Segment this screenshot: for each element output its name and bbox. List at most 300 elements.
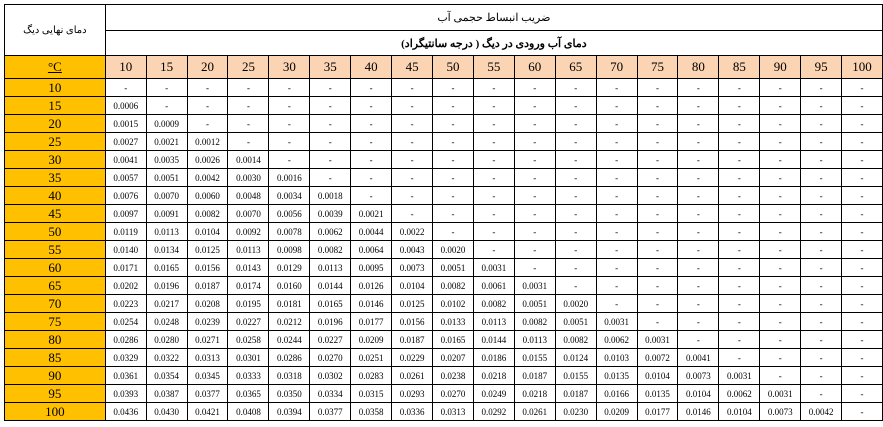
table-cell: - bbox=[678, 133, 719, 151]
table-cell: - bbox=[514, 133, 555, 151]
table-cell: 0.0165 bbox=[433, 331, 474, 349]
table-cell: 0.0165 bbox=[146, 259, 187, 277]
row-header-title: دمای نهایی دیگ bbox=[5, 5, 106, 56]
column-header-15: 15 bbox=[146, 56, 187, 79]
table-cell: - bbox=[269, 151, 310, 169]
table-cell: 0.0031 bbox=[514, 277, 555, 295]
table-cell: 0.0408 bbox=[228, 403, 269, 421]
table-cell: 0.0048 bbox=[228, 187, 269, 205]
table-cell: 0.0187 bbox=[187, 277, 228, 295]
table-cell: 0.0333 bbox=[228, 367, 269, 385]
table-cell: 0.0155 bbox=[555, 367, 596, 385]
table-cell: 0.0354 bbox=[146, 367, 187, 385]
table-cell: 0.0313 bbox=[187, 349, 228, 367]
table-cell: - bbox=[801, 385, 842, 403]
table-cell: - bbox=[351, 133, 392, 151]
table-cell: 0.0377 bbox=[310, 403, 351, 421]
table-cell: - bbox=[801, 187, 842, 205]
table-cell: - bbox=[842, 331, 883, 349]
unit-text: °C bbox=[47, 59, 62, 74]
table-cell: - bbox=[555, 277, 596, 295]
table-cell: - bbox=[433, 187, 474, 205]
unit-label bbox=[5, 56, 106, 79]
table-cell: - bbox=[105, 79, 146, 97]
column-header-35: 35 bbox=[310, 56, 351, 79]
table-cell: - bbox=[555, 151, 596, 169]
table-cell: - bbox=[473, 187, 514, 205]
table-cell: 0.0207 bbox=[433, 349, 474, 367]
table-cell: 0.0227 bbox=[310, 331, 351, 349]
table-cell: - bbox=[760, 241, 801, 259]
table-cell: - bbox=[514, 79, 555, 97]
row-header-90: 90 bbox=[5, 367, 106, 385]
table-row bbox=[5, 115, 883, 133]
table-cell: 0.0039 bbox=[310, 205, 351, 223]
table-cell: 0.0031 bbox=[473, 259, 514, 277]
table-cell: - bbox=[596, 115, 637, 133]
table-cell: 0.0015 bbox=[105, 115, 146, 133]
title-row bbox=[5, 5, 883, 31]
table-cell: 0.0070 bbox=[228, 205, 269, 223]
table-row bbox=[5, 133, 883, 151]
table-cell: - bbox=[433, 223, 474, 241]
table-cell: 0.0377 bbox=[187, 385, 228, 403]
table-row bbox=[5, 331, 883, 349]
table-cell: - bbox=[842, 97, 883, 115]
table-cell: 0.0212 bbox=[269, 313, 310, 331]
table-cell: - bbox=[842, 151, 883, 169]
table-cell: 0.0103 bbox=[596, 349, 637, 367]
table-cell: - bbox=[637, 223, 678, 241]
table-cell: - bbox=[842, 295, 883, 313]
table-cell: - bbox=[801, 367, 842, 385]
table-cell: - bbox=[678, 205, 719, 223]
table-cell: 0.0073 bbox=[678, 367, 719, 385]
table-cell: 0.0143 bbox=[228, 259, 269, 277]
table-cell: - bbox=[719, 169, 760, 187]
table-cell: - bbox=[842, 241, 883, 259]
table-cell: - bbox=[473, 133, 514, 151]
table-cell: - bbox=[351, 187, 392, 205]
table-cell: - bbox=[555, 259, 596, 277]
table-cell: 0.0064 bbox=[351, 241, 392, 259]
table-cell: 0.0334 bbox=[310, 385, 351, 403]
row-header-85: 85 bbox=[5, 349, 106, 367]
table-cell: 0.0270 bbox=[433, 385, 474, 403]
table-cell: - bbox=[719, 133, 760, 151]
table-cell: - bbox=[678, 187, 719, 205]
table-cell: - bbox=[637, 187, 678, 205]
table-cell: 0.0249 bbox=[473, 385, 514, 403]
table-cell: - bbox=[433, 169, 474, 187]
table-cell: - bbox=[473, 205, 514, 223]
table-cell: 0.0292 bbox=[473, 403, 514, 421]
table-cell: - bbox=[719, 349, 760, 367]
table-cell: 0.0261 bbox=[514, 403, 555, 421]
table-cell: 0.0098 bbox=[269, 241, 310, 259]
table-cell: 0.0009 bbox=[146, 115, 187, 133]
table-cell: - bbox=[842, 277, 883, 295]
table-cell: - bbox=[719, 97, 760, 115]
row-header-35: 35 bbox=[5, 169, 106, 187]
table-cell: 0.0026 bbox=[187, 151, 228, 169]
table-cell: 0.0104 bbox=[187, 223, 228, 241]
table-cell: 0.0119 bbox=[105, 223, 146, 241]
table-cell: 0.0209 bbox=[351, 331, 392, 349]
table-cell: - bbox=[760, 97, 801, 115]
table-cell: - bbox=[514, 115, 555, 133]
table-cell: - bbox=[433, 79, 474, 97]
table-cell: 0.0223 bbox=[105, 295, 146, 313]
table-cell: - bbox=[801, 205, 842, 223]
column-header-25: 25 bbox=[228, 56, 269, 79]
table-cell: - bbox=[555, 79, 596, 97]
table-cell: 0.0073 bbox=[760, 403, 801, 421]
column-header-85: 85 bbox=[719, 56, 760, 79]
row-header-100: 100 bbox=[5, 403, 106, 421]
table-cell: 0.0313 bbox=[433, 403, 474, 421]
table-cell: - bbox=[678, 169, 719, 187]
table-cell: - bbox=[228, 79, 269, 97]
table-cell: 0.0062 bbox=[596, 331, 637, 349]
table-cell: 0.0258 bbox=[228, 331, 269, 349]
table-cell: 0.0031 bbox=[719, 367, 760, 385]
table-row bbox=[5, 349, 883, 367]
table-cell: 0.0283 bbox=[351, 367, 392, 385]
table-cell: - bbox=[719, 259, 760, 277]
table-cell: - bbox=[187, 97, 228, 115]
row-header-80: 80 bbox=[5, 331, 106, 349]
table-cell: - bbox=[514, 241, 555, 259]
table-cell: - bbox=[719, 115, 760, 133]
table-row bbox=[5, 259, 883, 277]
table-cell: 0.0238 bbox=[433, 367, 474, 385]
table-cell: 0.0113 bbox=[473, 313, 514, 331]
row-header-75: 75 bbox=[5, 313, 106, 331]
table-cell: - bbox=[719, 295, 760, 313]
table-cell: 0.0144 bbox=[473, 331, 514, 349]
table-cell: - bbox=[760, 349, 801, 367]
table-cell: 0.0082 bbox=[514, 313, 555, 331]
table-cell: 0.0430 bbox=[146, 403, 187, 421]
table-cell: 0.0244 bbox=[269, 331, 310, 349]
table-cell: 0.0014 bbox=[228, 151, 269, 169]
table-cell: 0.0171 bbox=[105, 259, 146, 277]
table-cell: 0.0156 bbox=[187, 259, 228, 277]
table-cell: 0.0230 bbox=[555, 403, 596, 421]
table-row bbox=[5, 223, 883, 241]
table-cell: - bbox=[433, 133, 474, 151]
table-cell: - bbox=[801, 97, 842, 115]
table-cell: 0.0051 bbox=[433, 259, 474, 277]
table-cell: 0.0251 bbox=[351, 349, 392, 367]
table-cell: 0.0104 bbox=[392, 277, 433, 295]
table-cell: 0.0042 bbox=[801, 403, 842, 421]
table-cell: 0.0012 bbox=[187, 133, 228, 151]
table-cell: - bbox=[719, 79, 760, 97]
table-cell: 0.0021 bbox=[146, 133, 187, 151]
table-cell: - bbox=[514, 151, 555, 169]
table-cell: - bbox=[596, 133, 637, 151]
table-cell: - bbox=[760, 205, 801, 223]
table-cell: 0.0041 bbox=[678, 349, 719, 367]
table-cell: - bbox=[228, 115, 269, 133]
table-cell: 0.0061 bbox=[473, 277, 514, 295]
table-cell: 0.0113 bbox=[514, 331, 555, 349]
table-row bbox=[5, 187, 883, 205]
table-cell: 0.0202 bbox=[105, 277, 146, 295]
column-header-row bbox=[5, 56, 883, 79]
table-cell: 0.0181 bbox=[269, 295, 310, 313]
table-cell: - bbox=[760, 295, 801, 313]
table-cell: 0.0322 bbox=[146, 349, 187, 367]
table-cell: 0.0177 bbox=[637, 403, 678, 421]
table-cell: 0.0208 bbox=[187, 295, 228, 313]
column-header-40: 40 bbox=[351, 56, 392, 79]
row-header-15: 15 bbox=[5, 97, 106, 115]
table-cell: 0.0329 bbox=[105, 349, 146, 367]
table-cell: 0.0031 bbox=[760, 385, 801, 403]
table-cell: - bbox=[555, 133, 596, 151]
table-cell: - bbox=[719, 277, 760, 295]
table-cell: - bbox=[555, 241, 596, 259]
table-cell: 0.0302 bbox=[310, 367, 351, 385]
table-cell: 0.0104 bbox=[719, 403, 760, 421]
row-header-45: 45 bbox=[5, 205, 106, 223]
table-cell: - bbox=[596, 259, 637, 277]
table-cell: 0.0091 bbox=[146, 205, 187, 223]
table-cell: 0.0421 bbox=[187, 403, 228, 421]
table-cell: - bbox=[555, 169, 596, 187]
table-cell: - bbox=[269, 79, 310, 97]
table-cell: 0.0140 bbox=[105, 241, 146, 259]
table-cell: 0.0006 bbox=[105, 97, 146, 115]
table-cell: 0.0209 bbox=[596, 403, 637, 421]
table-cell: 0.0125 bbox=[392, 295, 433, 313]
table-cell: 0.0021 bbox=[351, 205, 392, 223]
table-cell: - bbox=[760, 313, 801, 331]
table-cell: 0.0358 bbox=[351, 403, 392, 421]
table-cell: 0.0270 bbox=[310, 349, 351, 367]
table-cell: - bbox=[514, 205, 555, 223]
table-cell: 0.0125 bbox=[187, 241, 228, 259]
table-cell: - bbox=[555, 187, 596, 205]
table-cell: - bbox=[514, 259, 555, 277]
table-cell: 0.0070 bbox=[146, 187, 187, 205]
table-cell: 0.0124 bbox=[555, 349, 596, 367]
table-cell: - bbox=[596, 79, 637, 97]
table-cell: - bbox=[228, 97, 269, 115]
table-cell: - bbox=[842, 403, 883, 421]
table-cell: 0.0030 bbox=[228, 169, 269, 187]
table-cell: 0.0082 bbox=[433, 277, 474, 295]
table-cell: 0.0187 bbox=[514, 367, 555, 385]
table-row bbox=[5, 295, 883, 313]
table-cell: 0.0104 bbox=[678, 385, 719, 403]
column-header-70: 70 bbox=[596, 56, 637, 79]
table-cell: 0.0102 bbox=[433, 295, 474, 313]
table-cell: - bbox=[801, 259, 842, 277]
table-cell: 0.0022 bbox=[392, 223, 433, 241]
table-cell: - bbox=[596, 151, 637, 169]
row-header-50: 50 bbox=[5, 223, 106, 241]
table-sub-title: دمای آب ورودی در دیگ ( درجه سانتیگراد) bbox=[105, 31, 882, 56]
table-cell: 0.0031 bbox=[637, 331, 678, 349]
table-cell: - bbox=[433, 97, 474, 115]
table-cell: - bbox=[596, 295, 637, 313]
table-cell: 0.0135 bbox=[637, 385, 678, 403]
table-cell: 0.0135 bbox=[596, 367, 637, 385]
table-cell: - bbox=[801, 223, 842, 241]
table-cell: 0.0041 bbox=[105, 151, 146, 169]
table-cell: 0.0035 bbox=[146, 151, 187, 169]
table-cell: - bbox=[351, 79, 392, 97]
table-row bbox=[5, 367, 883, 385]
table-cell: 0.0020 bbox=[555, 295, 596, 313]
table-cell: - bbox=[596, 241, 637, 259]
table-cell: 0.0229 bbox=[392, 349, 433, 367]
table-cell: 0.0076 bbox=[105, 187, 146, 205]
table-cell: 0.0034 bbox=[269, 187, 310, 205]
table-cell: - bbox=[555, 205, 596, 223]
table-cell: - bbox=[842, 133, 883, 151]
table-cell: - bbox=[678, 241, 719, 259]
table-cell: 0.0146 bbox=[351, 295, 392, 313]
table-cell: - bbox=[596, 97, 637, 115]
table-cell: - bbox=[637, 115, 678, 133]
table-cell: 0.0082 bbox=[555, 331, 596, 349]
column-header-10: 10 bbox=[105, 56, 146, 79]
table-cell: - bbox=[678, 115, 719, 133]
table-cell: 0.0134 bbox=[146, 241, 187, 259]
table-cell: - bbox=[678, 295, 719, 313]
table-cell: - bbox=[842, 349, 883, 367]
table-cell: - bbox=[473, 169, 514, 187]
table-cell: - bbox=[637, 169, 678, 187]
row-header-60: 60 bbox=[5, 259, 106, 277]
table-cell: - bbox=[842, 313, 883, 331]
table-cell: 0.0016 bbox=[269, 169, 310, 187]
table-cell: 0.0146 bbox=[678, 403, 719, 421]
table-cell: 0.0436 bbox=[105, 403, 146, 421]
row-header-20: 20 bbox=[5, 115, 106, 133]
column-header-90: 90 bbox=[760, 56, 801, 79]
table-cell: 0.0280 bbox=[146, 331, 187, 349]
table-cell: 0.0271 bbox=[187, 331, 228, 349]
table-cell: - bbox=[555, 115, 596, 133]
table-cell: - bbox=[760, 223, 801, 241]
table-cell: - bbox=[269, 133, 310, 151]
table-cell: - bbox=[801, 331, 842, 349]
table-cell: - bbox=[310, 79, 351, 97]
expansion-coefficient-table bbox=[4, 4, 883, 421]
table-cell: - bbox=[596, 205, 637, 223]
row-header-40: 40 bbox=[5, 187, 106, 205]
column-header-50: 50 bbox=[433, 56, 474, 79]
table-cell: - bbox=[719, 241, 760, 259]
table-row bbox=[5, 151, 883, 169]
table-cell: 0.0318 bbox=[269, 367, 310, 385]
table-cell: 0.0261 bbox=[392, 367, 433, 385]
table-cell: - bbox=[473, 115, 514, 133]
table-cell: 0.0248 bbox=[146, 313, 187, 331]
table-cell: - bbox=[392, 133, 433, 151]
table-cell: 0.0031 bbox=[596, 313, 637, 331]
table-row bbox=[5, 79, 883, 97]
table-cell: - bbox=[801, 133, 842, 151]
table-cell: - bbox=[351, 97, 392, 115]
column-header-30: 30 bbox=[269, 56, 310, 79]
table-cell: - bbox=[351, 115, 392, 133]
table-cell: - bbox=[392, 187, 433, 205]
table-cell: - bbox=[473, 223, 514, 241]
table-cell: - bbox=[433, 205, 474, 223]
table-cell: - bbox=[842, 385, 883, 403]
table-cell: 0.0156 bbox=[392, 313, 433, 331]
table-cell: 0.0218 bbox=[473, 367, 514, 385]
table-cell: 0.0078 bbox=[269, 223, 310, 241]
table-cell: - bbox=[555, 223, 596, 241]
table-cell: - bbox=[392, 205, 433, 223]
table-cell: - bbox=[842, 205, 883, 223]
table-cell: 0.0113 bbox=[310, 259, 351, 277]
table-cell: - bbox=[678, 313, 719, 331]
table-cell: 0.0227 bbox=[228, 313, 269, 331]
table-cell: - bbox=[433, 151, 474, 169]
table-cell: - bbox=[596, 169, 637, 187]
table-cell: 0.0387 bbox=[146, 385, 187, 403]
table-cell: - bbox=[392, 115, 433, 133]
table-cell: - bbox=[310, 151, 351, 169]
table-cell: - bbox=[678, 79, 719, 97]
column-header-45: 45 bbox=[392, 56, 433, 79]
table-cell: 0.0062 bbox=[719, 385, 760, 403]
table-cell: - bbox=[392, 151, 433, 169]
table-cell: 0.0174 bbox=[228, 277, 269, 295]
table-cell: 0.0361 bbox=[105, 367, 146, 385]
table-cell: - bbox=[801, 349, 842, 367]
row-header-30: 30 bbox=[5, 151, 106, 169]
table-cell: - bbox=[473, 97, 514, 115]
table-cell: - bbox=[310, 169, 351, 187]
table-cell: - bbox=[719, 313, 760, 331]
table-cell: - bbox=[842, 367, 883, 385]
table-cell: - bbox=[555, 97, 596, 115]
table-cell: 0.0051 bbox=[514, 295, 555, 313]
table-cell: - bbox=[842, 187, 883, 205]
table-cell: 0.0018 bbox=[310, 187, 351, 205]
table-cell: 0.0072 bbox=[637, 349, 678, 367]
table-cell: - bbox=[392, 97, 433, 115]
table-cell: - bbox=[678, 259, 719, 277]
table-row bbox=[5, 313, 883, 331]
table-cell: - bbox=[310, 97, 351, 115]
table-cell: 0.0057 bbox=[105, 169, 146, 187]
table-cell: - bbox=[842, 79, 883, 97]
subtitle-row bbox=[5, 31, 883, 56]
table-cell: - bbox=[351, 169, 392, 187]
row-header-70: 70 bbox=[5, 295, 106, 313]
table-main-title: ضریب انبساط حجمی آب bbox=[105, 5, 882, 31]
table-cell: - bbox=[842, 169, 883, 187]
column-header-55: 55 bbox=[473, 56, 514, 79]
row-header-95: 95 bbox=[5, 385, 106, 403]
table-cell: - bbox=[719, 151, 760, 169]
table-cell: 0.0350 bbox=[269, 385, 310, 403]
table-cell: - bbox=[842, 259, 883, 277]
table-cell: - bbox=[760, 133, 801, 151]
table-cell: - bbox=[801, 79, 842, 97]
